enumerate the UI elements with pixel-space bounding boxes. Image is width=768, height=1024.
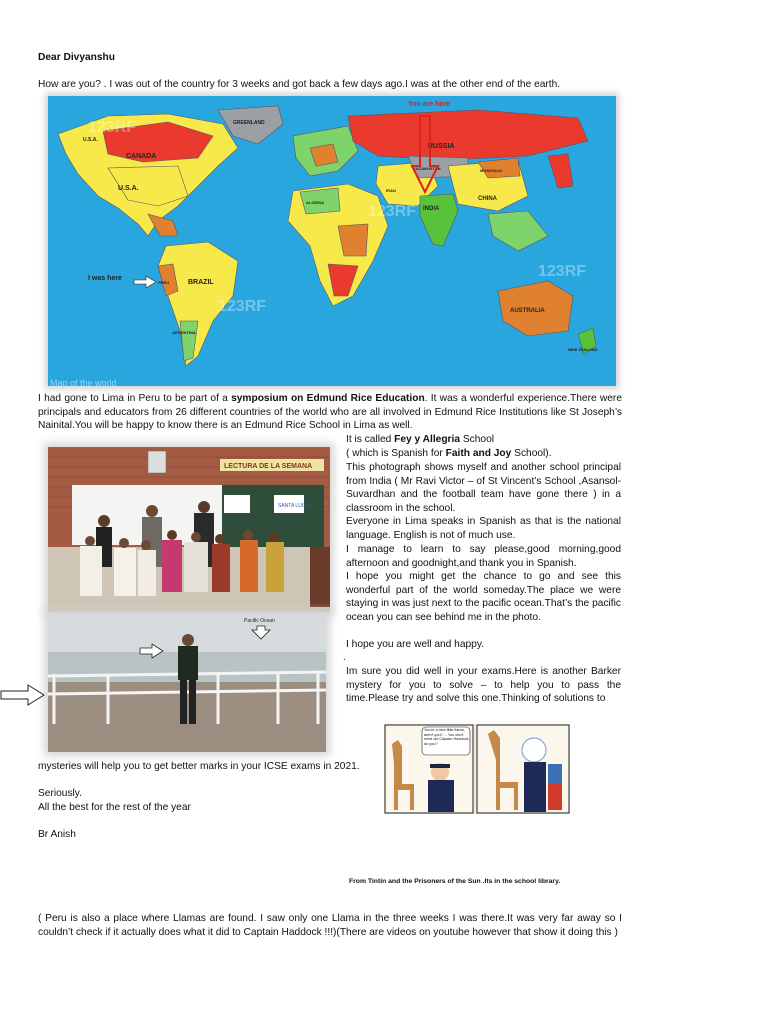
you-are-here-label: You are here bbox=[408, 101, 450, 108]
pacific-ocean-label: Pacific Ocean bbox=[244, 618, 275, 624]
watermark-1: 123RF bbox=[88, 119, 137, 136]
well-wishes-line: I hope you are well and happy. bbox=[346, 639, 485, 650]
label-russia: RUSSIA bbox=[428, 143, 455, 150]
learning-paragraph: I manage to learn to say please,good morning,good afternoon and goodnight,and thank you in Spanish. bbox=[346, 544, 621, 569]
comic-speech-bubble: You're a nice little llama, aren't you? ... You don't mind old Captain Haddock, do you? bbox=[424, 728, 470, 746]
signature: Br Anish bbox=[38, 829, 76, 840]
paragraph-symposium: I had gone to Lima in Peru to be part of a symposium on Edmund Rice Education. It was a wonderful experience.There were principals and educators from 26 different countries of the world who are all involved in Edmund Rice Institutions like St Joseph’s Nainital.You will be happy to know there is an Edmund Rice School in Lima as well. bbox=[38, 393, 622, 432]
label-china: CHINA bbox=[478, 196, 497, 202]
label-new-zealand: NEW ZEALAND bbox=[568, 347, 598, 352]
tintin-comic bbox=[384, 724, 570, 814]
label-usa-alaska: U.S.A. bbox=[83, 137, 98, 143]
greeting: Dear Divyanshu bbox=[38, 52, 116, 63]
classroom-banner: LECTURA DE LA SEMANA bbox=[224, 463, 313, 470]
label-mongolia: MONGOLIA bbox=[480, 168, 502, 173]
watermark-2: 123RF bbox=[368, 203, 417, 220]
label-usa: U.S.A. bbox=[118, 185, 139, 192]
classroom-photo bbox=[48, 447, 330, 612]
watermark-4: 123RF bbox=[538, 263, 587, 280]
label-kazakhstan: KAZAKHSTAN bbox=[413, 166, 441, 171]
i-was-here-label: I was here bbox=[88, 275, 122, 282]
label-algeria: ALGERIA bbox=[306, 200, 324, 205]
left-margin-arrow-icon bbox=[0, 683, 46, 707]
school-translation-line: ( which is Spanish for Faith and Joy School). bbox=[346, 448, 552, 459]
map-caption: Map of the world bbox=[50, 378, 117, 388]
best-wishes-line: All the best for the rest of the year bbox=[38, 802, 191, 813]
mystery-paragraph: mysteries will help you to get better marks in your ICSE exams in 2021. bbox=[38, 761, 360, 772]
comic-caption: From Tintin and the Prisoners of the Sun .Its in the school library. bbox=[349, 878, 561, 885]
label-india: INDIA bbox=[423, 206, 440, 212]
spanish-paragraph: Everyone in Lima speaks in Spanish as that is the national language. English is not of much use. bbox=[346, 516, 621, 541]
label-iran: IRAN bbox=[386, 188, 396, 193]
school-name-line: It is called Fey y Allegria School bbox=[346, 434, 494, 445]
watermark-3: 123RF bbox=[218, 298, 267, 315]
label-australia: AUSTRALIA bbox=[510, 308, 545, 314]
postscript: ( Peru is also a place where Llamas are found. I saw only one Llama in the three weeks I was there.It was very far away so I couldn’t check if it actually does what it did to Captain Haddock !!!)(There are videos on youtube however that show it doing this ) bbox=[38, 913, 622, 938]
dot-line: . bbox=[343, 652, 346, 663]
label-peru: PERU bbox=[158, 280, 170, 285]
label-argentina: ARGENTINA bbox=[172, 330, 196, 335]
board-word: SANTA LUISA bbox=[278, 503, 310, 509]
label-brazil: BRAZIL bbox=[188, 279, 214, 286]
label-greenland: GREENLAND bbox=[233, 120, 265, 126]
label-canada: CANADA bbox=[126, 153, 157, 160]
exam-paragraph: Im sure you did well in your exams.Here is another Barker mystery for you to solve – to help you to pass the time.Please try and solve this one.Thinking of solutions to bbox=[346, 666, 621, 705]
photo-description: This photograph shows myself and another school principal from India ( Mr Ravi Victor – of St Vincent’s School ,Asansol- Suvardhan and the football team have gone there ) in a classroom in the school. bbox=[346, 462, 621, 514]
pacific-paragraph: I hope you might get the chance to go and see this wonderful part of the world someday.The place we were staying in was just next to the pacific ocean.That’s the pacific ocean you can see behind me in the photo. bbox=[346, 571, 621, 623]
seriously-line: Seriously. bbox=[38, 788, 82, 799]
beach-photo bbox=[48, 614, 326, 752]
intro-line: How are you? . I was out of the country for 3 weeks and got back a few days ago.I was at the other end of the earth. bbox=[38, 79, 561, 90]
world-map bbox=[48, 96, 616, 386]
